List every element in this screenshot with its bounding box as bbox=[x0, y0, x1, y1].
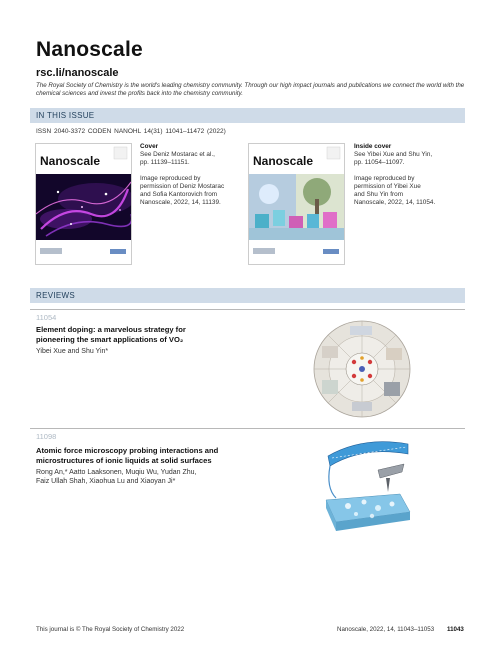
inside-cover-ref-line1: See Yibei Xue and Shu Yin, bbox=[354, 151, 433, 159]
article-title[interactable] bbox=[36, 446, 286, 465]
divider bbox=[30, 309, 465, 310]
reviews-heading: REVIEWS bbox=[36, 291, 75, 300]
journal-title: Nanoscale bbox=[36, 38, 143, 61]
inside-cover-caption bbox=[354, 143, 464, 207]
cover-ref-line2[interactable]: pp. 11139–11151. bbox=[140, 159, 190, 167]
inside-cover-artwork bbox=[249, 144, 344, 264]
article-title-line2: microstructures of ionic liquids at solid surfaces bbox=[36, 455, 212, 465]
journal-intro: The Royal Society of Chemistry is the world's leading chemistry community. Through our high impact journals and publications we connect the world with the chemical sciences and invest the profits back into the chemistry community. bbox=[36, 82, 465, 98]
article-title-line2: pioneering the smart applications of VO₂ bbox=[36, 334, 184, 344]
article-title-line1: Element doping: a marvelous strategy for bbox=[36, 325, 186, 334]
article-graphical-abstract[interactable] bbox=[312, 318, 412, 420]
authors-line1: Rong An,* Aatto Laaksonen, Muqiu Wu, Yudan Zhu, bbox=[36, 469, 197, 476]
in-this-issue-bar bbox=[30, 108, 465, 123]
article-authors bbox=[36, 347, 266, 356]
inside-cover-mini-title: Nanoscale bbox=[253, 154, 314, 168]
article-page-number[interactable]: 11098 bbox=[36, 432, 57, 441]
cover-credit1: Image reproduced by bbox=[140, 174, 201, 182]
authors-line1: Yibei Xue and Shu Yin* bbox=[36, 348, 109, 355]
divider bbox=[30, 428, 465, 429]
cover-mini-title: Nanoscale bbox=[40, 154, 101, 168]
article-graphical-abstract[interactable] bbox=[308, 438, 418, 538]
cover-image[interactable] bbox=[35, 143, 132, 265]
cover-caption bbox=[140, 143, 250, 207]
inside-cover-credit2: permission of Yibei Xue bbox=[354, 182, 421, 190]
journal-url[interactable]: rsc.li/nanoscale bbox=[36, 67, 119, 79]
article-page-number[interactable]: 11054 bbox=[36, 313, 57, 322]
inside-cover-image[interactable] bbox=[248, 143, 345, 265]
cover-credit4: Nanoscale, 2022, 14, 11139. bbox=[140, 199, 221, 207]
inside-cover-credit3: and Shu Yin from bbox=[354, 191, 404, 199]
inside-cover-credit4: Nanoscale, 2022, 14, 11054. bbox=[354, 199, 436, 207]
cover-ref-line1: See Deniz Mostarac et al., bbox=[140, 151, 215, 159]
vo2-doping-diagram bbox=[312, 318, 412, 420]
cover-label: Cover bbox=[140, 143, 159, 150]
issn-line: ISSN 2040-3372 CODEN NANOHL 14(31) 11041–11472 (2022) bbox=[36, 128, 226, 135]
cover-artwork bbox=[36, 144, 131, 264]
article-authors bbox=[36, 468, 266, 486]
inside-cover-label: Inside cover bbox=[354, 143, 392, 150]
reviews-bar bbox=[30, 288, 465, 303]
afm-ionic-liquid-diagram bbox=[308, 438, 418, 538]
article-title[interactable] bbox=[36, 325, 286, 344]
footer-copyright: This journal is © The Royal Society of Chemistry 2022 bbox=[36, 626, 185, 633]
article-title-line1: Atomic force microscopy probing interactions and bbox=[36, 446, 219, 455]
inside-cover-ref-line2[interactable]: pp. 11054–11097. bbox=[354, 159, 405, 167]
cover-credit2: permission of Deniz Mostarac bbox=[140, 182, 225, 190]
footer-page-number: 11043 bbox=[447, 626, 464, 633]
inside-cover-credit1: Image reproduced by bbox=[354, 174, 415, 182]
authors-line2: Faiz Ullah Shah, Xiaohua Lu and Xiaoyan Ji* bbox=[36, 478, 176, 485]
in-this-issue-heading: IN THIS ISSUE bbox=[36, 111, 95, 120]
cover-credit3: and Sofia Kantorovich from bbox=[140, 191, 218, 199]
footer-citation: Nanoscale, 2022, 14, 11043–11053 bbox=[337, 626, 435, 633]
